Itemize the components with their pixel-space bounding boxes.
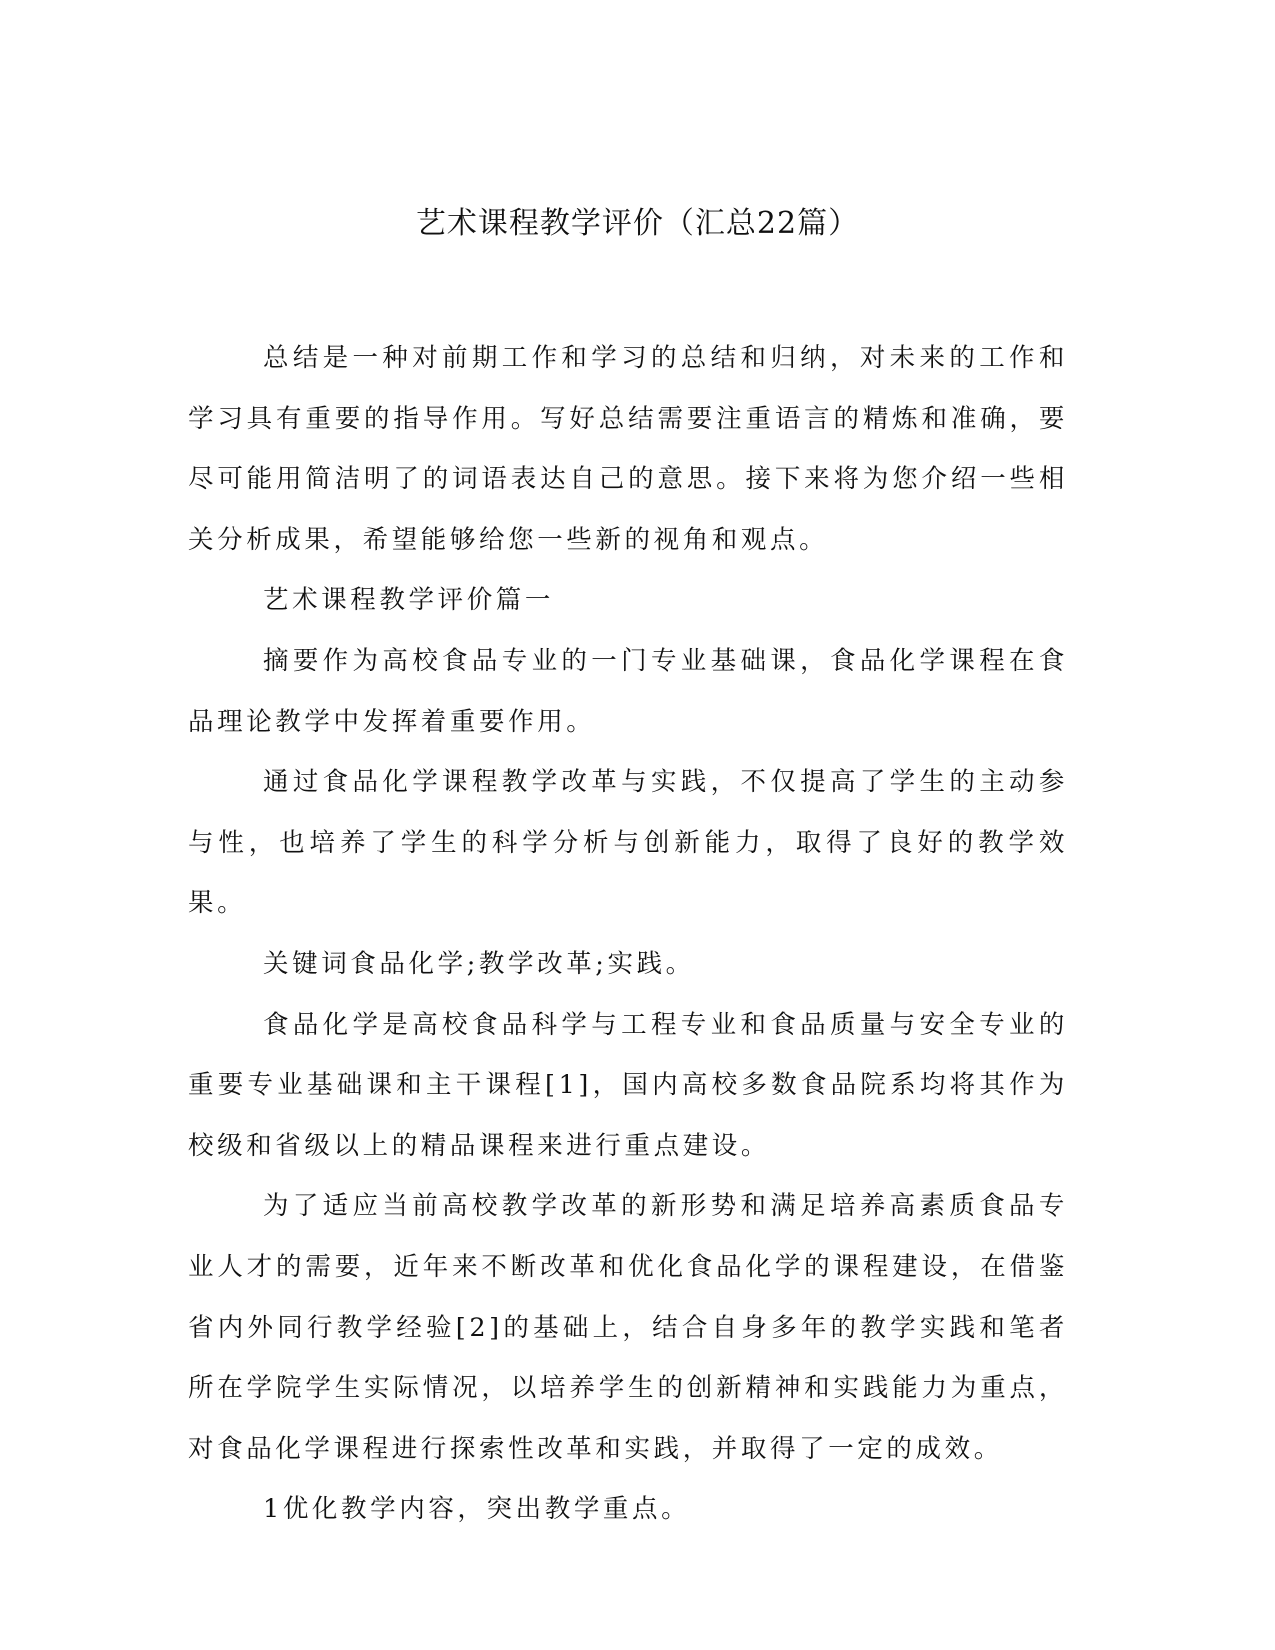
intro-paragraph: 总结是一种对前期工作和学习的总结和归纳，对未来的工作和学习具有重要的指导作用。写好总结需要注重语言的精炼和准确，要尽可能用简洁明了的词语表达自己的意思。接下来将为您介绍一些相关分析成果，希望能够给您一些新的视角和观点。	[188, 343, 1068, 555]
body-paragraph: 食品化学是高校食品科学与工程专业和食品质量与安全专业的重要专业基础课和主干课程[1]，国内高校多数食品院系均将其作为校级和省级以上的精品课程来进行重点建设。	[188, 1009, 1068, 1161]
document-body	[188, 328, 1068, 1540]
keywords-paragraph: 关键词食品化学;教学改革;实践。	[263, 948, 695, 979]
body-paragraph: 为了适应当前高校教学改革的新形势和满足培养高素质食品专业人才的需要，近年来不断改革和优化食品化学的课程建设，在借鉴省内外同行教学经验[2]的基础上，结合自身多年的教学实践和笔者所在学院学生实际情况，以培养学生的创新精神和实践能力为重点，对食品化学课程进行探索性改革和实践，并取得了一定的成效。	[188, 1191, 1068, 1464]
section-heading: 艺术课程教学评价篇一	[263, 585, 555, 616]
body-paragraph: 通过食品化学课程教学改革与实践，不仅提高了学生的主动参与性，也培养了学生的科学分析与创新能力，取得了良好的教学效果。	[188, 767, 1068, 919]
subsection-heading: 1优化教学内容，突出教学重点。	[263, 1494, 691, 1525]
document-title: 艺术课程教学评价（汇总22篇）	[415, 206, 860, 241]
abstract-paragraph: 摘要作为高校食品专业的一门专业基础课，食品化学课程在食品理论教学中发挥着重要作用。	[188, 645, 1068, 737]
